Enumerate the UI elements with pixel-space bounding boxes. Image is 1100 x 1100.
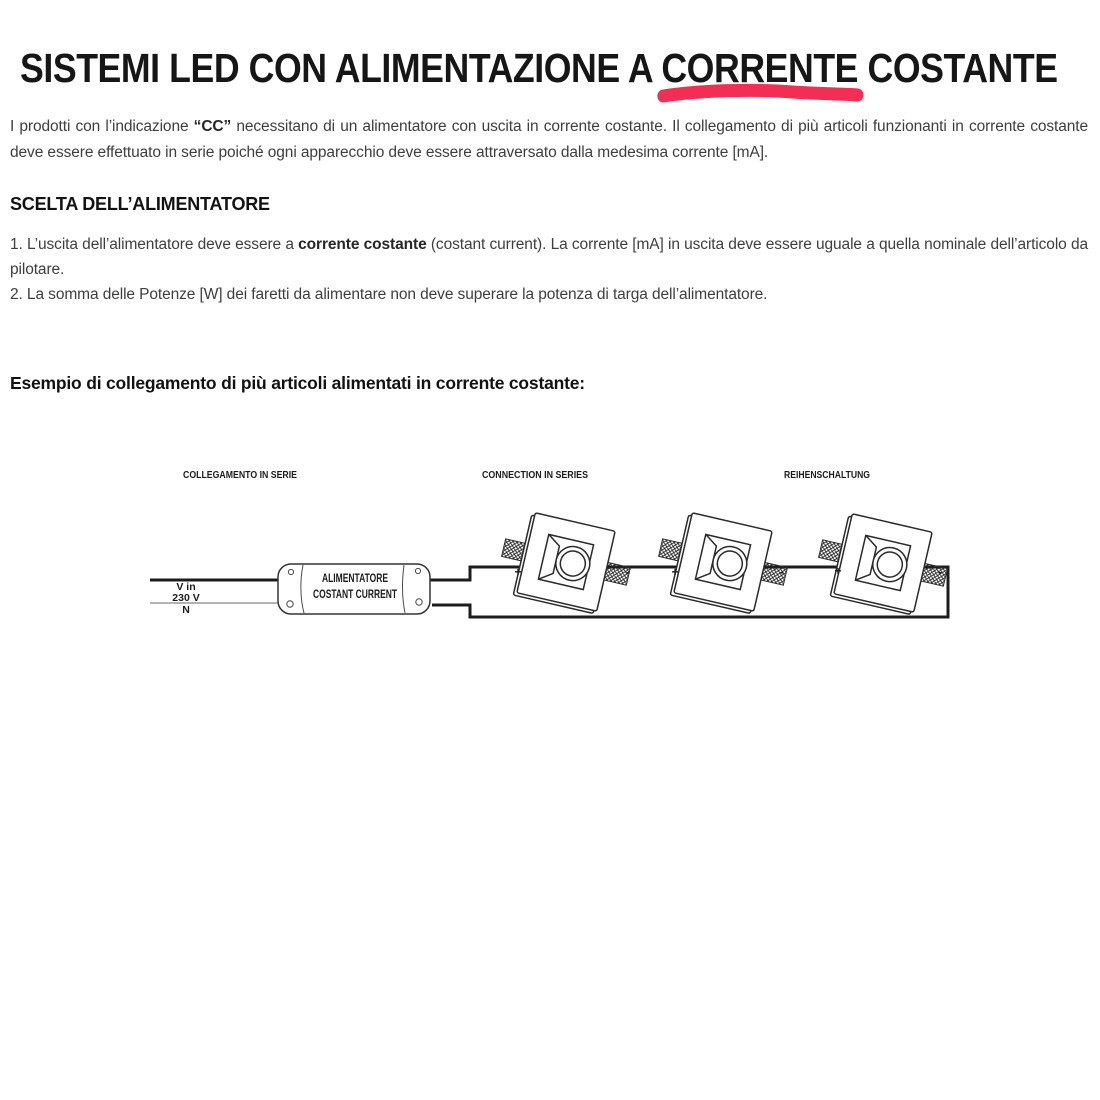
- label-n: N: [182, 604, 190, 616]
- caption-connection-in-series: CONNECTION IN SERIES: [482, 469, 588, 481]
- rules-list: [10, 232, 1088, 307]
- driver-screw-hole: [288, 569, 293, 574]
- rule1-bold: corrente costante: [298, 236, 427, 253]
- example-heading: Esempio di collegamento di più articoli alimentati in corrente costante:: [10, 373, 585, 393]
- polarity-plus-3: +: [834, 564, 842, 578]
- wiring-diagram: [0, 455, 1100, 655]
- caption-collegamento-in-serie: COLLEGAMENTO IN SERIE: [183, 469, 297, 481]
- led-driver-box: [278, 564, 430, 614]
- driver-label-line1: ALIMENTATORE: [322, 573, 389, 585]
- intro-cc-bold: “CC”: [193, 118, 232, 135]
- caption-reihenschaltung: REIHENSCHALTUNG: [784, 469, 870, 481]
- rule-item-2: 2. La somma delle Potenze [W] dei faretti da alimentare non deve superare la potenza di targa dell’alimentatore.: [10, 286, 768, 303]
- polarity-minus-1: -: [626, 565, 630, 579]
- rule1-post: (costant current). La corrente [mA] in uscita deve essere uguale a quella nominale dell’articolo da pilotare.: [10, 236, 1089, 278]
- polarity-plus-1: +: [514, 565, 522, 579]
- driver-screw-hole: [415, 568, 420, 573]
- section-heading-scelta: SCELTA DELL’ALIMENTATORE: [10, 194, 270, 214]
- rule-item-1: [10, 232, 1088, 282]
- spotlight-3: [811, 509, 955, 621]
- rule1-pre: 1. L’uscita dell’alimentatore deve essere a: [10, 236, 299, 253]
- label-230v: 230 V: [172, 592, 200, 604]
- driver-screw-hole: [416, 599, 422, 605]
- polarity-plus-2: +: [671, 565, 679, 579]
- title-highlight-text: CORRENTE: [661, 45, 859, 91]
- title-highlighted-word: [661, 45, 859, 91]
- intro-paragraph: [10, 114, 1088, 166]
- spotlight-2: [651, 508, 795, 620]
- driver-label-line2: COSTANT CURRENT: [313, 589, 397, 601]
- intro-text-post: necessitano di un alimentatore con uscita in corrente costante. Il collegamento di più articoli funzionanti in corrente costante deve essere effettuato in serie poiché ogni apparecchio deve essere attraversato dalla medesima corrente [mA].: [10, 118, 1088, 161]
- marker-stroke: [663, 90, 857, 96]
- red-marker-underline: [656, 84, 865, 104]
- intro-text-pre: I prodotti con l’indicazione: [10, 118, 194, 135]
- label-v-in: V in: [176, 581, 196, 593]
- driver-screw-hole: [287, 601, 293, 607]
- title-pre: SISTEMI LED CON ALIMENTAZIONE A: [20, 45, 662, 91]
- spotlight-1: [494, 508, 638, 620]
- polarity-minus-3: -: [938, 565, 942, 579]
- page-title: [20, 45, 1058, 91]
- title-post: COSTANTE: [858, 45, 1058, 91]
- polarity-minus-2: -: [780, 565, 784, 579]
